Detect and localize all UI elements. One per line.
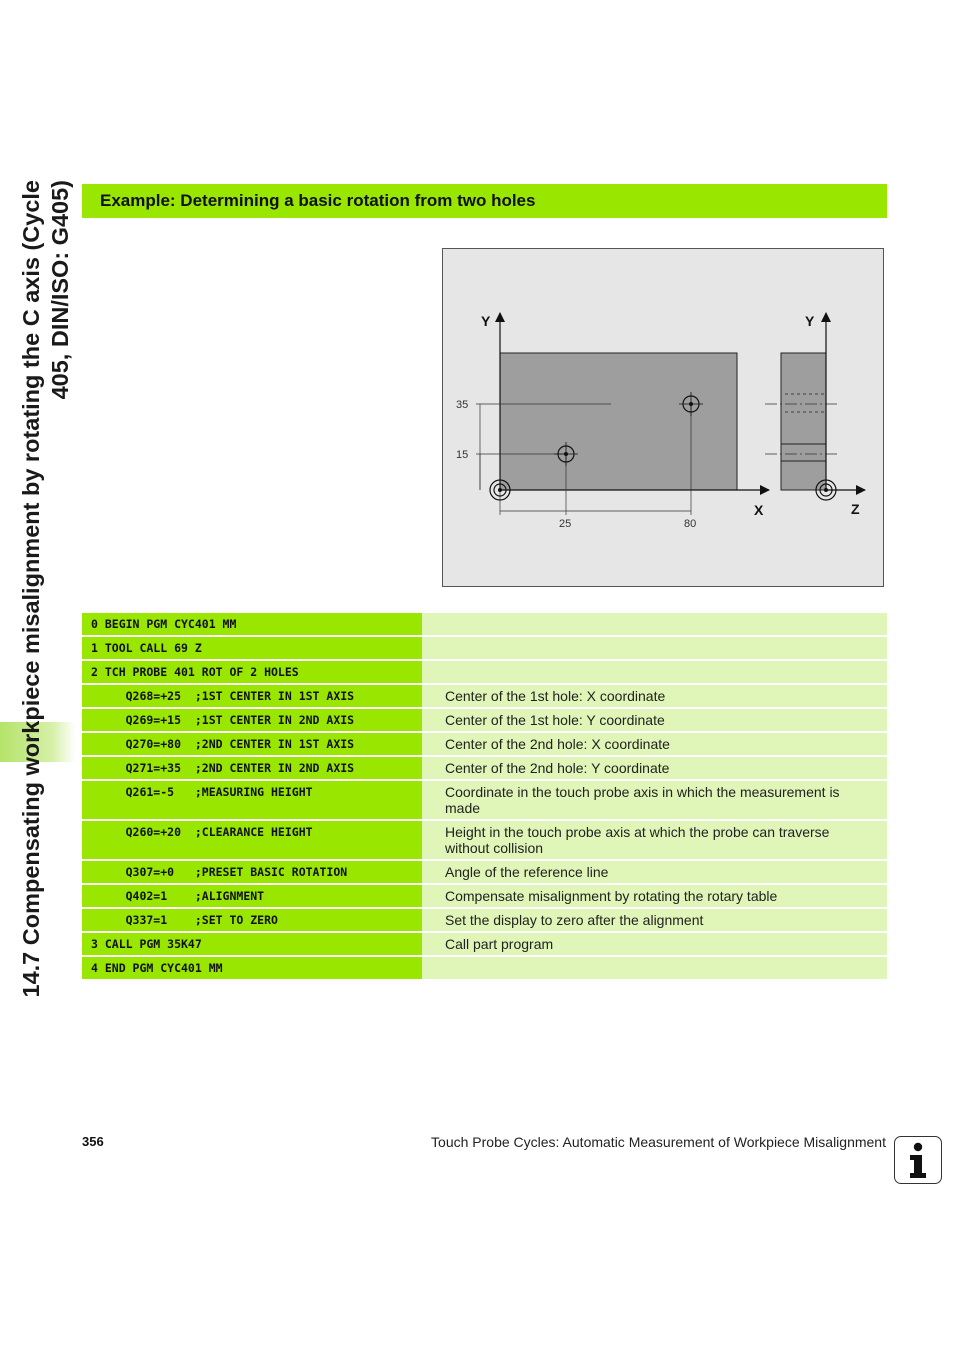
nc-code: Q307=+0 ;PRESET BASIC ROTATION — [82, 861, 422, 883]
chapter-heading — [6, 180, 86, 1080]
nc-code: 4 END PGM CYC401 MM — [82, 957, 422, 979]
nc-description: Center of the 2nd hole: X coordinate — [422, 733, 887, 755]
workpiece-drawing — [443, 249, 885, 588]
nc-description — [422, 613, 887, 635]
nc-description: Compensate misalignment by rotating the rotary table — [422, 885, 887, 907]
program-row — [82, 685, 887, 707]
nc-program-table — [82, 613, 887, 981]
nc-code: Q337=1 ;SET TO ZERO — [82, 909, 422, 931]
section-title: Example: Determining a basic rotation from two holes — [82, 184, 887, 218]
nc-code: Q269=+15 ;1ST CENTER IN 2ND AXIS — [82, 709, 422, 731]
nc-description: Center of the 2nd hole: Y coordinate — [422, 757, 887, 779]
nc-code: Q260=+20 ;CLEARANCE HEIGHT — [82, 821, 422, 859]
workpiece-figure — [442, 248, 884, 587]
y-axis-label-left: Y — [481, 313, 491, 329]
nc-description: Height in the touch probe axis at which the probe can traverse without collision — [422, 821, 887, 859]
y-axis-label-right: Y — [805, 313, 815, 329]
nc-code: Q268=+25 ;1ST CENTER IN 1ST AXIS — [82, 685, 422, 707]
nc-code: 2 TCH PROBE 401 ROT OF 2 HOLES — [82, 661, 422, 683]
program-row — [82, 933, 887, 955]
nc-description: Center of the 1st hole: X coordinate — [422, 685, 887, 707]
nc-description: Center of the 1st hole: Y coordinate — [422, 709, 887, 731]
nc-description — [422, 661, 887, 683]
plate-top-view — [500, 353, 737, 490]
nc-description: Call part program — [422, 933, 887, 955]
program-row — [82, 661, 887, 683]
program-row — [82, 957, 887, 979]
nc-description: Set the display to zero after the alignment — [422, 909, 887, 931]
program-row — [82, 885, 887, 907]
program-row — [82, 709, 887, 731]
dim-15: 15 — [456, 449, 469, 461]
nc-code: 0 BEGIN PGM CYC401 MM — [82, 613, 422, 635]
program-row — [82, 909, 887, 931]
dim-80: 80 — [684, 518, 697, 530]
program-row — [82, 821, 887, 859]
nc-description — [422, 957, 887, 979]
nc-description: Coordinate in the touch probe axis in which the measurement is made — [422, 781, 887, 819]
nc-code: Q271=+35 ;2ND CENTER IN 2ND AXIS — [82, 757, 422, 779]
nc-description: Angle of the reference line — [422, 861, 887, 883]
program-row — [82, 861, 887, 883]
program-row — [82, 733, 887, 755]
program-row — [82, 757, 887, 779]
info-icon — [894, 1136, 942, 1184]
dim-25: 25 — [559, 518, 572, 530]
nc-description — [422, 637, 887, 659]
program-row — [82, 781, 887, 819]
chapter-heading-line2: 405, DIN/ISO: G405) — [47, 180, 73, 400]
nc-code: Q402=1 ;ALIGNMENT — [82, 885, 422, 907]
plate-side-view — [781, 353, 826, 490]
nc-code: 3 CALL PGM 35K47 — [82, 933, 422, 955]
nc-code: Q261=-5 ;MEASURING HEIGHT — [82, 781, 422, 819]
chapter-heading-line1: 14.7 Compensating workpiece misalignment by rotating the C axis (Cycle — [18, 180, 44, 998]
program-row — [82, 613, 887, 635]
dim-35: 35 — [456, 399, 469, 411]
program-row — [82, 637, 887, 659]
running-title: Touch Probe Cycles: Automatic Measurement of Workpiece Misalignment — [431, 1134, 886, 1150]
z-axis-label: Z — [851, 501, 860, 517]
nc-code: Q270=+80 ;2ND CENTER IN 1ST AXIS — [82, 733, 422, 755]
page-number: 356 — [82, 1134, 104, 1149]
nc-code: 1 TOOL CALL 69 Z — [82, 637, 422, 659]
x-axis-label: X — [754, 502, 764, 518]
